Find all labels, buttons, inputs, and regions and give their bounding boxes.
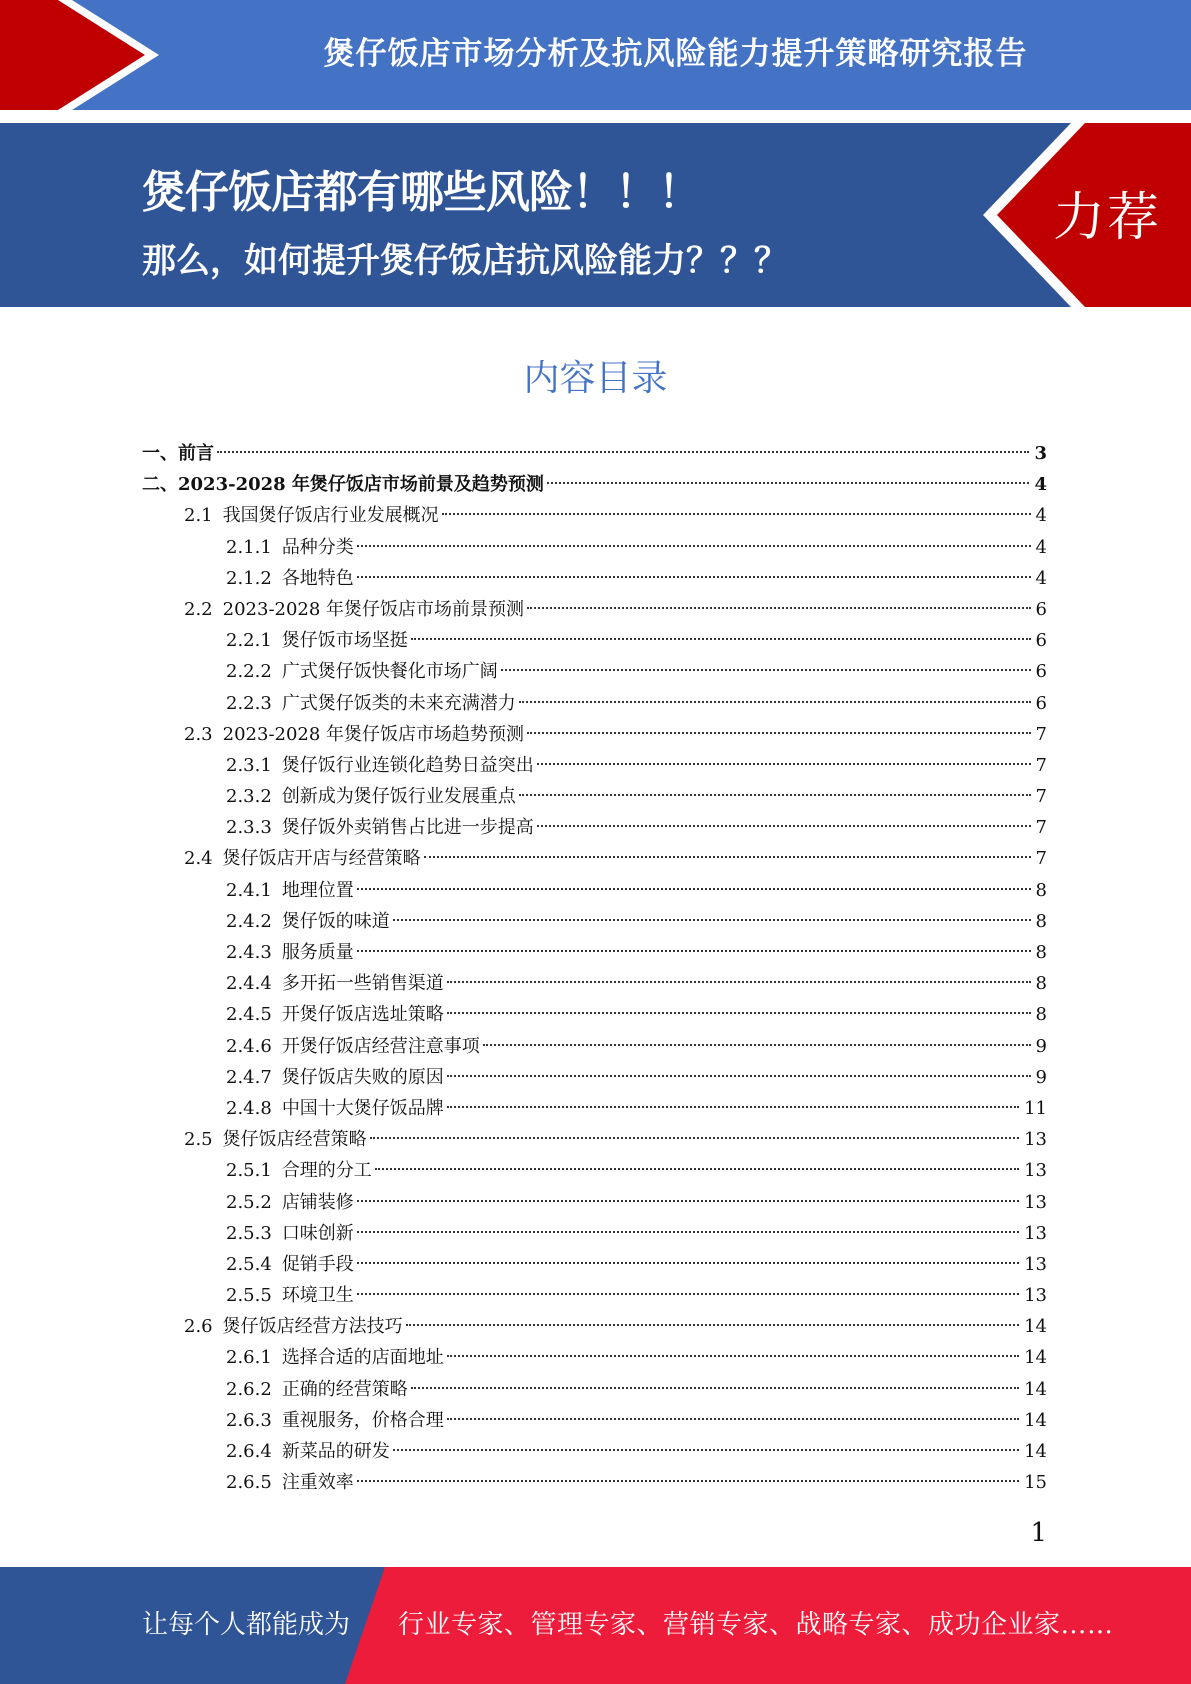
toc-entry[interactable] — [142, 1155, 1047, 1186]
toc-dot-leader — [447, 981, 1031, 983]
toc-dot-leader — [447, 1012, 1031, 1014]
toc-entry[interactable] — [142, 625, 1047, 656]
toc-dot-leader — [357, 1231, 1019, 1233]
toc-entry[interactable] — [142, 1062, 1047, 1093]
toc-entry-title: 地理位置 — [281, 879, 354, 901]
toc-entry-page: 13 — [1024, 1222, 1047, 1244]
toc-entry-title: 正确的经营策略 — [281, 1378, 408, 1400]
toc-entry-page: 14 — [1024, 1347, 1047, 1369]
red-chevron-decoration — [0, 0, 200, 110]
toc-entry[interactable] — [142, 1374, 1047, 1405]
toc-dot-leader — [411, 638, 1031, 640]
toc-entry[interactable] — [142, 1124, 1047, 1155]
toc-entry-title: 煲仔饭行业连锁化趋势日益突出 — [281, 754, 534, 776]
toc-entry-page: 8 — [1035, 910, 1047, 932]
hero-subheadline: 那么，如何提升煲仔饭店抗风险能力？？？ — [142, 241, 788, 281]
toc-entry-title: 2023-2028 年煲仔饭店市场前景预测 — [222, 598, 525, 620]
toc-entry-number: 一、前言 — [142, 443, 214, 464]
toc-entry[interactable] — [142, 1249, 1047, 1280]
toc-entry-number: 2.4.1 — [226, 879, 272, 901]
toc-entry-number: 2.4.3 — [226, 942, 272, 963]
toc-entry-number: 2.5.5 — [226, 1285, 272, 1307]
hero-banner — [0, 123, 1191, 307]
toc-dot-leader — [547, 482, 1030, 484]
toc-entry-number: 2.1.2 — [226, 567, 272, 589]
toc-entry-page: 6 — [1035, 598, 1047, 620]
toc-dot-leader — [442, 513, 1031, 515]
toc-entry-page: 8 — [1035, 942, 1047, 963]
footer-slogan-lead: 让每个人都能成为 — [142, 1610, 351, 1640]
toc-entry-number: 2.4.7 — [226, 1066, 272, 1088]
toc-entry-page: 14 — [1024, 1378, 1047, 1400]
toc-entry-number: 2.5 — [184, 1129, 213, 1151]
toc-dot-leader — [527, 607, 1030, 609]
toc-entry-number: 2.2.1 — [226, 630, 272, 652]
toc-entry-title: 多开拓一些销售渠道 — [281, 973, 444, 995]
toc-entry-page: 13 — [1024, 1160, 1047, 1182]
toc-entry-page: 3 — [1034, 443, 1047, 464]
toc-entry-title: 开煲仔饭店选址策略 — [281, 1004, 444, 1026]
footer-slogan-roles: 行业专家、管理专家、营销专家、战略专家、成功企业家…… — [398, 1610, 1114, 1640]
toc-entry-title: 煲仔饭外卖销售占比进一步提高 — [281, 817, 534, 839]
toc-entry-title: 促销手段 — [281, 1253, 354, 1275]
toc-entry[interactable] — [142, 1436, 1047, 1467]
toc-entry[interactable] — [142, 1218, 1047, 1249]
toc-entry-title: 环境卫生 — [281, 1285, 354, 1307]
toc-dot-leader — [519, 701, 1031, 703]
toc-dot-leader — [411, 1387, 1019, 1389]
toc-entry-title: 煲仔饭店失败的原因 — [281, 1066, 444, 1088]
toc-entry-page: 6 — [1035, 692, 1047, 714]
toc-entry-number: 2.5.3 — [226, 1222, 272, 1244]
toc-entry[interactable] — [142, 469, 1047, 500]
toc-dot-leader — [357, 1480, 1019, 1482]
toc-dot-leader — [357, 1293, 1019, 1295]
toc-entry-number: 2.6.2 — [226, 1378, 272, 1400]
toc-entry[interactable] — [142, 875, 1047, 906]
toc-entry-title: 各地特色 — [281, 567, 354, 589]
toc-entry-page: 7 — [1035, 817, 1047, 839]
toc-entry-page: 15 — [1024, 1472, 1047, 1494]
toc-heading: 内容目录 — [523, 358, 668, 399]
toc-entry[interactable] — [142, 781, 1047, 812]
toc-dot-leader — [527, 732, 1030, 734]
table-of-contents — [142, 438, 1047, 1498]
toc-entry-number: 2.6.3 — [226, 1409, 272, 1431]
toc-entry-page: 4 — [1034, 474, 1047, 496]
toc-dot-leader — [447, 1418, 1019, 1420]
toc-entry[interactable] — [142, 1467, 1047, 1498]
toc-entry-page: 6 — [1035, 630, 1047, 652]
toc-entry-number: 2.5.1 — [226, 1160, 272, 1182]
toc-dot-leader — [447, 1106, 1019, 1108]
toc-entry-title: 开煲仔饭店经营注意事项 — [281, 1035, 480, 1057]
toc-entry-page: 4 — [1035, 567, 1047, 589]
toc-entry[interactable] — [142, 1031, 1047, 1062]
toc-dot-leader — [357, 1262, 1019, 1264]
toc-dot-leader — [393, 1449, 1019, 1451]
toc-entry-page: 14 — [1024, 1409, 1047, 1431]
toc-entry-page: 8 — [1035, 879, 1047, 901]
toc-entry-title: 煲仔饭市场坚挺 — [281, 630, 408, 652]
toc-entry-page: 9 — [1035, 1066, 1047, 1088]
toc-entry-number: 2.4 — [184, 848, 213, 870]
toc-entry-page: 14 — [1024, 1316, 1047, 1338]
toc-entry[interactable] — [142, 750, 1047, 781]
toc-entry-title: 店铺装修 — [281, 1191, 354, 1213]
toc-entry-number: 2.2.3 — [226, 692, 272, 714]
toc-entry[interactable] — [142, 688, 1047, 719]
toc-entry-title: 新菜品的研发 — [281, 1441, 390, 1462]
toc-entry-page: 4 — [1035, 505, 1047, 527]
toc-entry-number: 2.1.1 — [226, 536, 272, 558]
hero-headline: 煲仔饭店都有哪些风险！！！ — [142, 167, 701, 218]
toc-entry-page: 7 — [1035, 786, 1047, 808]
toc-entry-title: 煲仔饭的味道 — [281, 910, 390, 932]
page-number: 1 — [1030, 1518, 1047, 1548]
toc-entry-page: 7 — [1035, 723, 1047, 745]
report-title: 煲仔饭店市场分析及抗风险能力提升策略研究报告 — [323, 36, 1028, 72]
toc-entry-number: 2.6 — [184, 1316, 213, 1338]
toc-entry-title: 重视服务，价格合理 — [281, 1409, 444, 1431]
toc-dot-leader — [357, 545, 1031, 547]
toc-entry-number: 二、2023-2028 年煲仔饭店市场前景及趋势预测 — [142, 474, 544, 496]
toc-dot-leader — [357, 888, 1031, 890]
top-header-band — [0, 0, 1191, 110]
toc-entry-page: 7 — [1035, 754, 1047, 776]
toc-entry-number: 2.3.3 — [226, 817, 272, 839]
toc-entry-page: 13 — [1024, 1129, 1047, 1151]
toc-entry[interactable] — [142, 906, 1047, 937]
toc-entry[interactable] — [142, 1187, 1047, 1218]
toc-entry-page: 14 — [1024, 1441, 1047, 1462]
toc-dot-leader — [357, 1200, 1019, 1202]
toc-entry[interactable] — [142, 1405, 1047, 1436]
toc-entry[interactable] — [142, 719, 1047, 750]
toc-entry-page: 6 — [1035, 661, 1047, 683]
toc-entry-number: 2.4.8 — [226, 1097, 272, 1119]
toc-entry[interactable] — [142, 999, 1047, 1030]
toc-dot-leader — [537, 763, 1031, 765]
toc-entry-title: 煲仔饭店开店与经营策略 — [222, 848, 421, 870]
toc-entry-number: 2.3 — [184, 723, 213, 745]
toc-dot-leader — [537, 825, 1031, 827]
toc-entry-title: 广式煲仔饭类的未来充满潜力 — [281, 692, 516, 714]
toc-entry-title: 品种分类 — [281, 536, 354, 558]
toc-entry-number: 2.4.5 — [226, 1004, 272, 1026]
toc-entry-title: 中国十大煲仔饭品牌 — [281, 1097, 444, 1119]
toc-entry-page: 4 — [1035, 536, 1047, 558]
toc-entry[interactable] — [142, 656, 1047, 687]
toc-entry-number: 2.5.2 — [226, 1191, 272, 1213]
toc-entry-title: 服务质量 — [281, 942, 354, 963]
toc-entry[interactable] — [142, 968, 1047, 999]
toc-entry-page: 11 — [1024, 1097, 1047, 1119]
toc-entry-number: 2.1 — [184, 505, 213, 527]
toc-entry-page: 13 — [1024, 1253, 1047, 1275]
toc-dot-leader — [447, 1355, 1019, 1357]
toc-entry-title: 口味创新 — [281, 1222, 354, 1244]
toc-entry-page: 13 — [1024, 1285, 1047, 1307]
toc-entry-page: 13 — [1024, 1191, 1047, 1213]
toc-entry[interactable] — [142, 1280, 1047, 1311]
toc-entry-page: 9 — [1035, 1035, 1047, 1057]
toc-entry-title: 广式煲仔饭快餐化市场广阔 — [281, 661, 498, 683]
toc-entry[interactable] — [142, 438, 1047, 469]
toc-entry-title: 合理的分工 — [281, 1160, 372, 1182]
toc-dot-leader — [424, 856, 1031, 858]
toc-dot-leader — [406, 1324, 1019, 1326]
toc-dot-leader — [357, 576, 1031, 578]
toc-entry[interactable] — [142, 532, 1047, 563]
toc-entry-number: 2.2.2 — [226, 661, 272, 683]
toc-entry[interactable] — [142, 594, 1047, 625]
recommend-badge: 力荐 — [1052, 188, 1161, 248]
toc-entry-number: 2.4.6 — [226, 1035, 272, 1057]
toc-entry[interactable] — [142, 937, 1047, 968]
footer-band — [0, 1567, 1191, 1684]
toc-entry-page: 8 — [1035, 973, 1047, 995]
toc-dot-leader — [370, 1137, 1019, 1139]
toc-dot-leader — [217, 451, 1029, 453]
toc-dot-leader — [447, 1075, 1031, 1077]
toc-dot-leader — [483, 1044, 1031, 1046]
toc-entry-number: 2.4.2 — [226, 910, 272, 932]
toc-entry[interactable] — [142, 812, 1047, 843]
toc-dot-leader — [357, 950, 1031, 952]
toc-entry[interactable] — [142, 1342, 1047, 1373]
toc-entry[interactable] — [142, 1093, 1047, 1124]
toc-dot-leader — [393, 919, 1031, 921]
toc-entry[interactable] — [142, 500, 1047, 531]
toc-dot-leader — [501, 669, 1031, 671]
toc-entry[interactable] — [142, 843, 1047, 874]
toc-entry-title: 煲仔饭店经营方法技巧 — [222, 1316, 403, 1338]
toc-dot-leader — [375, 1168, 1019, 1170]
toc-entry[interactable] — [142, 1311, 1047, 1342]
toc-entry-title: 2023-2028 年煲仔饭店市场趋势预测 — [222, 723, 525, 745]
toc-entry-number: 2.3.2 — [226, 786, 272, 808]
toc-entry-title: 创新成为煲仔饭行业发展重点 — [281, 786, 516, 808]
toc-entry-page: 8 — [1035, 1004, 1047, 1026]
toc-entry-number: 2.6.1 — [226, 1347, 272, 1369]
toc-entry-page: 7 — [1035, 848, 1047, 870]
toc-entry-number: 2.3.1 — [226, 754, 272, 776]
toc-entry-number: 2.2 — [184, 598, 213, 620]
toc-entry[interactable] — [142, 563, 1047, 594]
toc-entry-title: 煲仔饭店经营策略 — [222, 1129, 367, 1151]
toc-entry-number: 2.4.4 — [226, 973, 272, 995]
toc-entry-title: 我国煲仔饭店行业发展概况 — [222, 505, 439, 527]
toc-entry-number: 2.5.4 — [226, 1253, 272, 1275]
toc-entry-title: 注重效率 — [281, 1472, 354, 1494]
toc-dot-leader — [519, 794, 1031, 796]
toc-entry-title: 选择合适的店面地址 — [281, 1347, 444, 1369]
toc-entry-number: 2.6.5 — [226, 1472, 272, 1494]
toc-entry-number: 2.6.4 — [226, 1441, 272, 1462]
